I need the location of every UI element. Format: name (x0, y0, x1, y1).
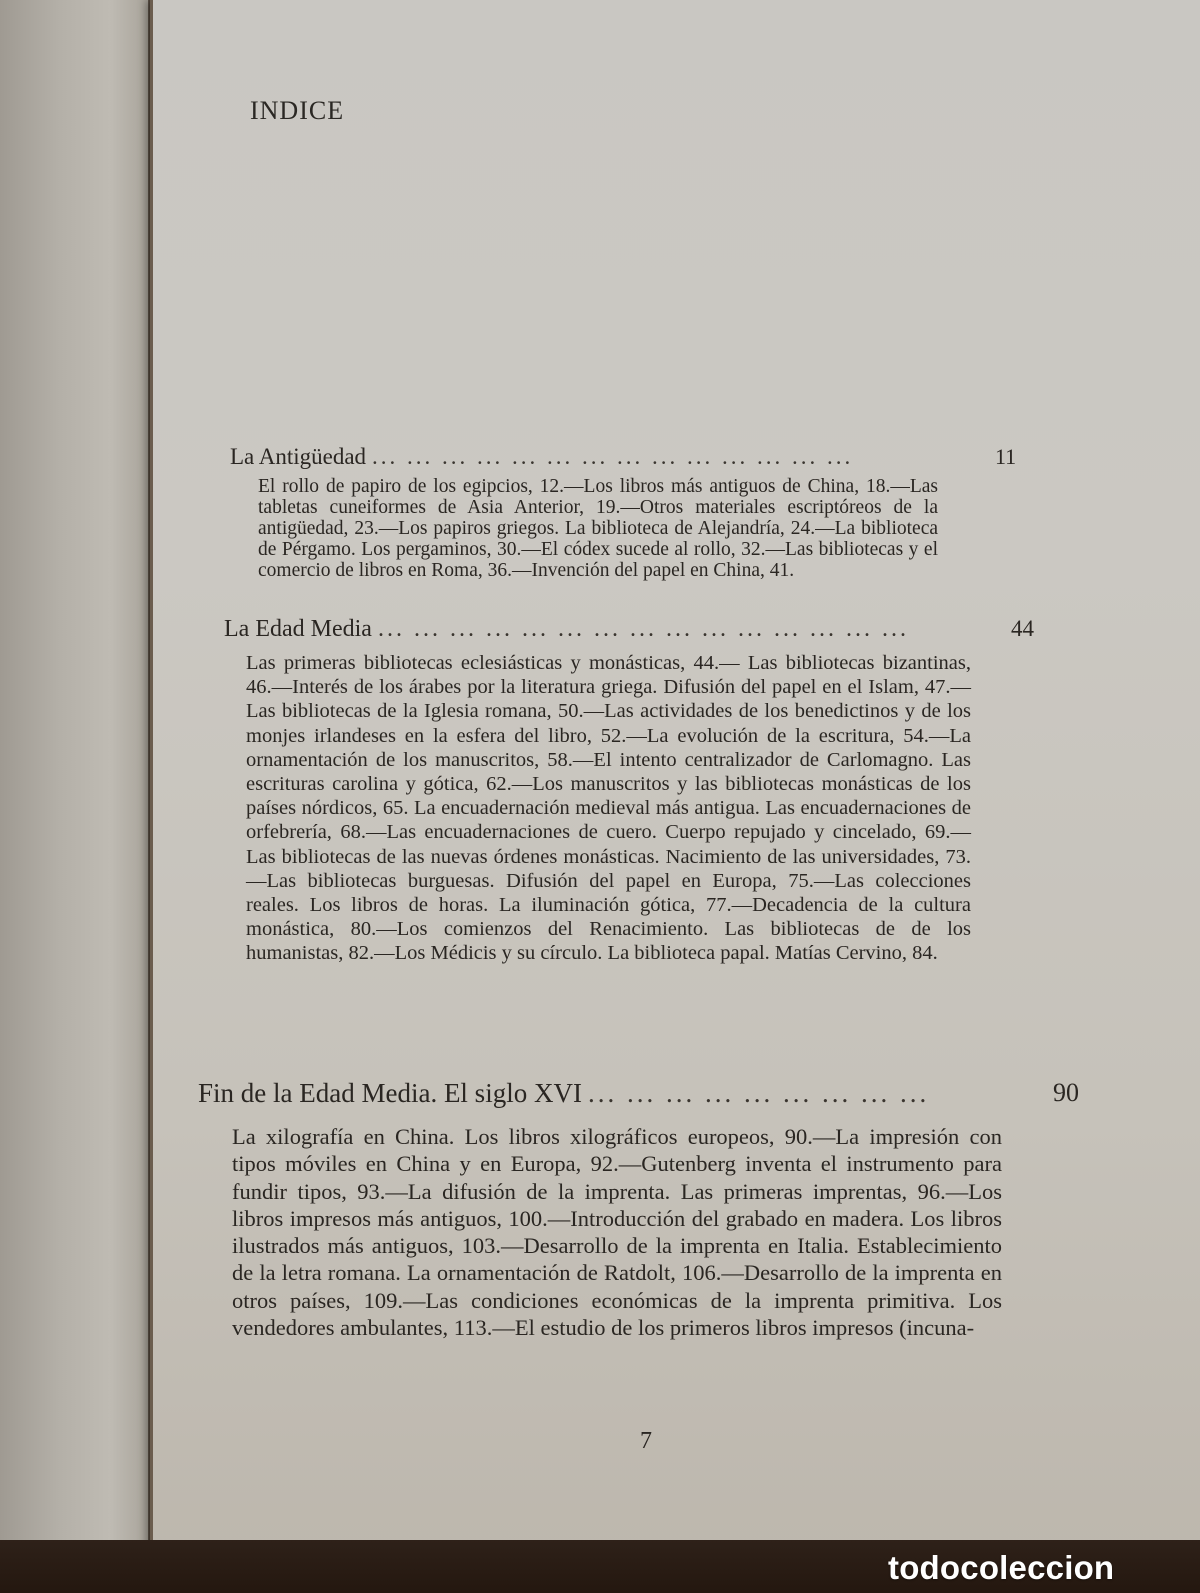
toc-entry-page: 90 (1053, 1078, 1079, 1107)
toc-entry-title: Fin de la Edad Media. El siglo XVI (198, 1078, 582, 1108)
toc-entry-page: 44 (1011, 616, 1034, 641)
watermark-logo: todocoleccion (888, 1549, 1115, 1586)
index-heading: INDICE (250, 96, 345, 125)
toc-section-antiguedad (230, 444, 1017, 581)
toc-entry-summary: Las primeras bibliotecas eclesiásticas y monásticas, 44.— Las bibliotecas bizantinas, 46.—Interés de los árabes por la literatura griega. Difusión del papel en el Islam, 47.—Las bibliotecas de la Iglesia romana, 50.—Las actividades de los benedictinos y de los monjes irlandeses en la esfera del libro, 52.—La evolución de la escritura, 54.—La ornamentación de los manuscritos, 58.—El intento centralizador de Carlomagno. Las escrituras carolina y gótica, 62.—Los manuscritos y las bibliotecas monásticas de los países nórdicos, 65. La encuadernación medieval más antigua. Las encuadernaciones de orfebrería, 68.—Las encuadernaciones de cuero. Cuerpo repujado y cincelado, 69.—Las bibliotecas de las nuevas órdenes monásticas. Nacimiento de las universidades, 73.—Las bibliotecas burguesas. Difusión del papel en Europa, 75.—Las colecciones reales. Los libros de horas. La iluminación gótica, 77.—Decadencia de la cultura monástica, 80.—Los comienzos del Renacimiento. Las bibliotecas de de los humanistas, 82.—Los Médicis y su círculo. La biblioteca papal. Matías Cervino, 84. (246, 652, 971, 965)
toc-entry-title: La Antigüedad (230, 444, 367, 469)
toc-entry-page: 11 (995, 444, 1017, 469)
previous-page-sheet (0, 0, 148, 1593)
toc-leader-dots: ... ... ... ... ... ... ... ... ... ... ... ... ... ... (372, 444, 854, 469)
toc-entry-title: La Edad Media (224, 616, 372, 642)
toc-leader-dots: ... ... ... ... ... ... ... ... ... ... ... ... ... ... ... (377, 616, 909, 642)
toc-entry-title-row (230, 444, 1017, 470)
toc-entry-title-row (224, 616, 1034, 643)
toc-section-fin-edad-media (198, 1078, 1079, 1341)
toc-leader-dots: ... ... ... ... ... ... ... ... ... (587, 1078, 930, 1108)
toc-entry-summary: El rollo de papiro de los egipcios, 12.—Los libros más antiguos de China, 18.—Las tabletas cuneiformes de Asia Anterior, 19.—Otros materiales escriptóreos de la antigüedad, 23.—Los papiros griegos. La biblioteca de Alejandría, 24.—La biblioteca de Pérgamo. Los pergaminos, 30.—El códex sucede al rollo, 32.—Las bibliotecas y el comercio de libros en Roma, 36.—Invención del papel en China, 41. (258, 476, 938, 581)
toc-section-edad-media (224, 616, 1034, 966)
toc-entry-title-row (198, 1078, 1079, 1109)
page-gutter-edge (150, 0, 153, 1593)
page-number: 7 (640, 1428, 652, 1454)
toc-entry-summary: La xilografía en China. Los libros xilográficos europeos, 90.—La impresión con tipos móviles en China y en Europa, 92.—Gutenberg inventa el instrumento para fundir tipos, 93.—La difusión de la imprenta. Las primeras imprentas, 96.—Los libros impresos más antiguos, 100.—Introducción del grabado en madera. Los libros ilustrados más antiguos, 103.—Desarrollo de la imprenta en Italia. Establecimiento de la letra romana. La ornamentación de Ratdolt, 106.—Desarrollo de la imprenta en otros países, 109.—Las condiciones económicas de la imprenta primitiva. Los vendedores ambulantes, 113.—El estudio de los primeros libros impresos (incuna- (232, 1124, 1002, 1341)
